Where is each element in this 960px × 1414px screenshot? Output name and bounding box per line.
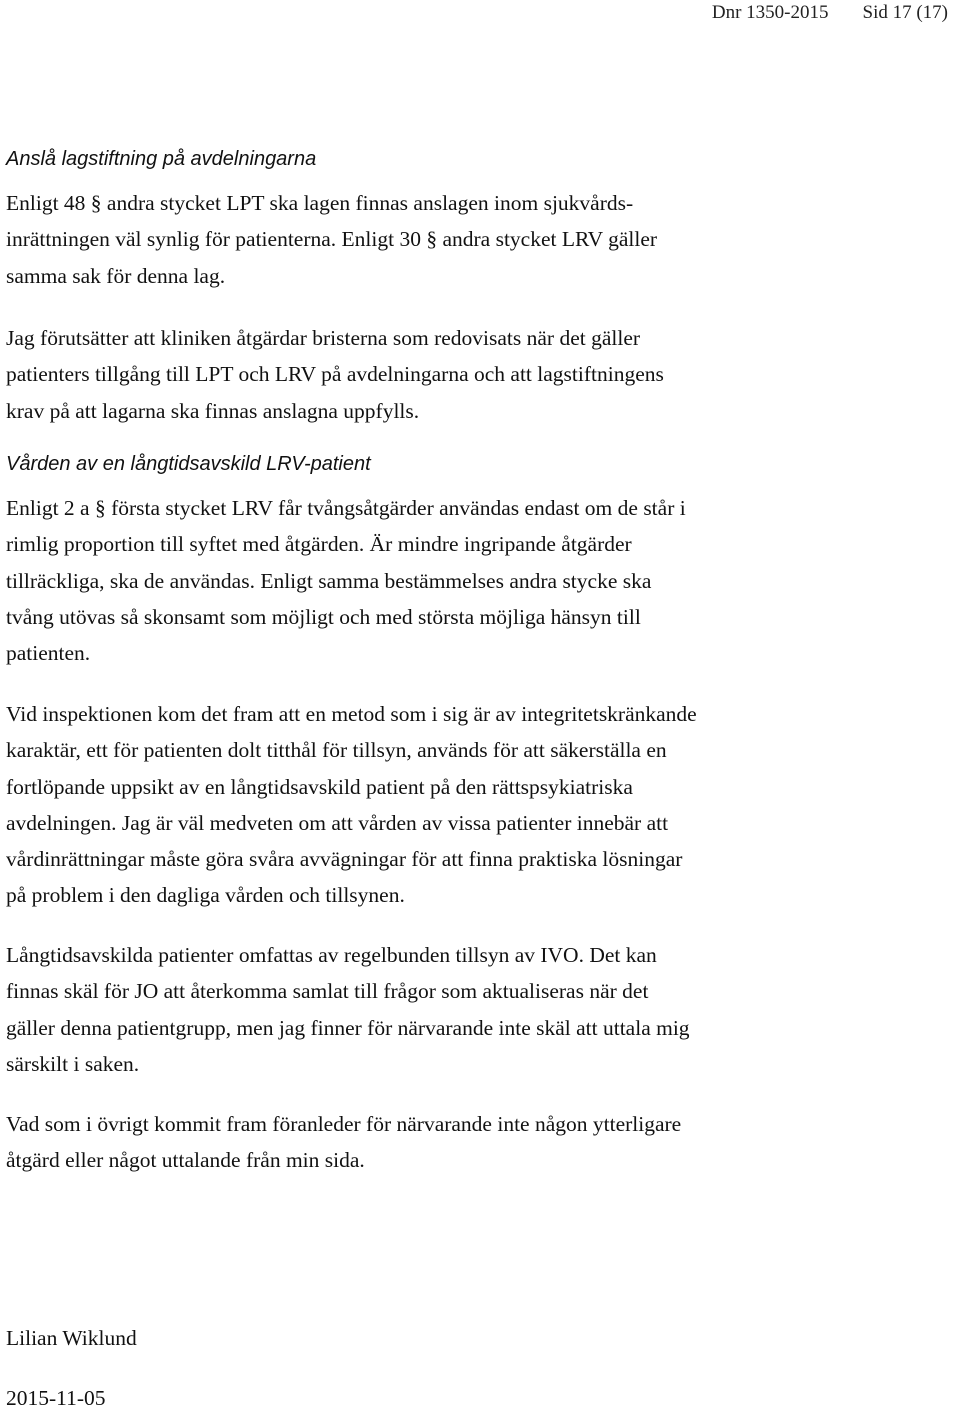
text-line: tillräckliga, ska de användas. Enligt samma bestämmelses andra stycke ska [6,568,652,593]
text-line: Vad som i övrigt kommit fram föranleder för närvarande inte någon ytterligare [6,1112,682,1136]
text-line: karaktär, ett för patienten dolt titthål för tillsyn, används för att säkerställa en [6,738,667,763]
page-header [712,2,948,24]
text-line: avdelningen. Jag är väl medveten om att vården av vissa patienter innebär att [6,810,669,835]
text-line: gäller denna patientgrupp, men jag finner för närvarande inte skäl att uttala mig [6,1015,690,1040]
section-heading: Vården av en långtidsavskild LRV-patient [6,453,371,475]
text-line: Enligt 2 a § första stycket LRV får tvångsåtgärder användas endast om de står i [6,496,686,520]
text-line: särskilt i saken. [6,1051,140,1076]
text-line: Enligt 48 § andra stycket LPT ska lagen finnas anslagen inom sjukvårds- [6,191,634,215]
text-line: på problem i den dagliga vården och tillsynen. [6,883,405,908]
paragraph [6,696,886,914]
paragraph [6,937,886,1082]
page-number: Sid 17 (17) [862,2,948,23]
text-line: vårdinrättningar måste göra svåra avvägningar för att finna praktiska lösningar [6,847,683,872]
section-heading: Anslå lagstiftning på avdelningarna [6,148,317,170]
paragraph [6,320,886,429]
text-line: finnas skäl för JO att återkomma samlat till frågor som aktualiseras när det [6,979,649,1004]
text-line: fortlöpande uppsikt av en långtidsavskild patient på den rättspsykiatriska [6,774,633,799]
text-line: åtgärd eller något uttalande från min sida. [6,1148,365,1173]
text-line: Långtidsavskilda patienter omfattas av regelbunden tillsyn av IVO. Det kan [6,943,657,967]
text-line: Jag förutsätter att kliniken åtgärdar bristerna som redovisats när det gäller [6,326,641,350]
text-line: patienten. [6,641,91,666]
text-line: inrättningen väl synlig för patienterna. Enligt 30 § andra stycket LRV gäller [6,227,658,252]
text-line: krav på att lagarna ska finnas anslagna uppfylls. [6,398,420,423]
text-line: samma sak för denna lag. [6,263,226,288]
paragraph [6,185,886,294]
text-line: tvång utövas så skonsamt som möjligt och med största möjliga hänsyn till [6,604,641,629]
text-line: patienters tillgång till LPT och LRV på avdelningarna och att lagstiftningens [6,362,664,387]
signature-name: Lilian Wiklund [6,1326,137,1350]
text-line: Vid inspektionen kom det fram att en metod som i sig är av integritetskränkande [6,702,697,726]
paragraph [6,1106,886,1179]
document-reference: Dnr 1350-2015 [711,2,829,23]
paragraph [6,490,886,671]
text-line: rimlig proportion till syftet med åtgärden. Är mindre ingripande åtgärder [6,532,632,557]
signature-date: 2015-11-05 [6,1386,106,1410]
